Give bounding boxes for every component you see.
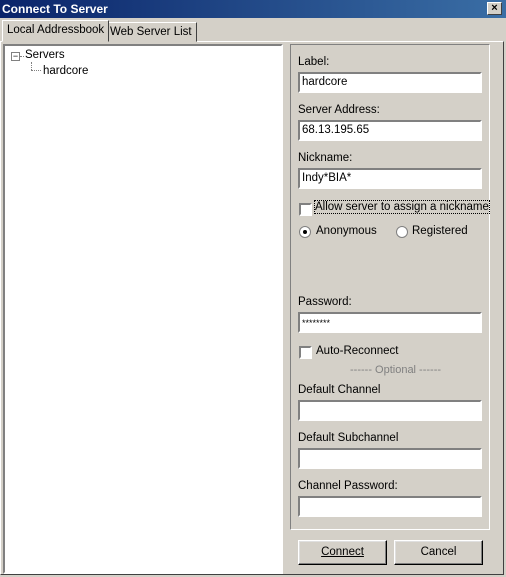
channel-password-field[interactable] [298,496,482,517]
collapse-icon[interactable]: − [12,51,19,61]
default-subchannel-field[interactable] [298,448,482,469]
default-channel-field[interactable] [298,400,482,421]
cancel-button[interactable]: Cancel [394,540,483,565]
title-bar [0,0,506,18]
channel-password-label: Channel Password: [298,480,398,492]
password-label: Password: [298,296,352,308]
nickname-field[interactable]: Indy*BIA* [298,168,482,189]
registered-radio[interactable] [396,226,408,238]
anonymous-radio[interactable] [299,226,311,238]
default-channel-label: Default Channel [298,384,381,396]
allow-server-nick-label[interactable]: Allow server to assign a nickname [315,201,489,213]
allow-server-nick-checkbox[interactable] [299,203,312,216]
auto-reconnect-checkbox[interactable] [299,346,312,359]
tree-connector [20,56,24,57]
tree-node-servers[interactable]: Servers [25,49,65,61]
optional-separator: ------ Optional ------ [350,364,442,376]
radio-selected-dot [303,230,307,234]
anonymous-label[interactable]: Anonymous [316,225,377,237]
auto-reconnect-label[interactable]: Auto-Reconnect [316,345,399,357]
close-icon: × [491,2,498,14]
password-field[interactable]: ******** [298,312,482,333]
server-address-label: Server Address: [298,104,380,116]
window-title: Connect To Server [2,2,108,16]
label-field[interactable]: hardcore [298,72,482,93]
registered-label[interactable]: Registered [412,225,468,237]
label-label: Label: [298,56,330,68]
server-tree[interactable] [3,44,283,574]
server-address-field[interactable]: 68.13.195.65 [298,120,482,141]
tab-web-server-list[interactable]: Web Server List [105,22,197,42]
tree-connector [31,62,32,70]
tree-node-hardcore[interactable]: hardcore [43,65,89,77]
close-button[interactable] [487,2,502,15]
tree-connector [31,70,41,71]
connect-label: Connect [321,546,364,558]
tab-local-addressbook[interactable]: Local Addressbook [2,20,109,42]
connect-button[interactable] [298,540,387,565]
default-subchannel-label: Default Subchannel [298,432,399,444]
nickname-label: Nickname: [298,152,353,164]
